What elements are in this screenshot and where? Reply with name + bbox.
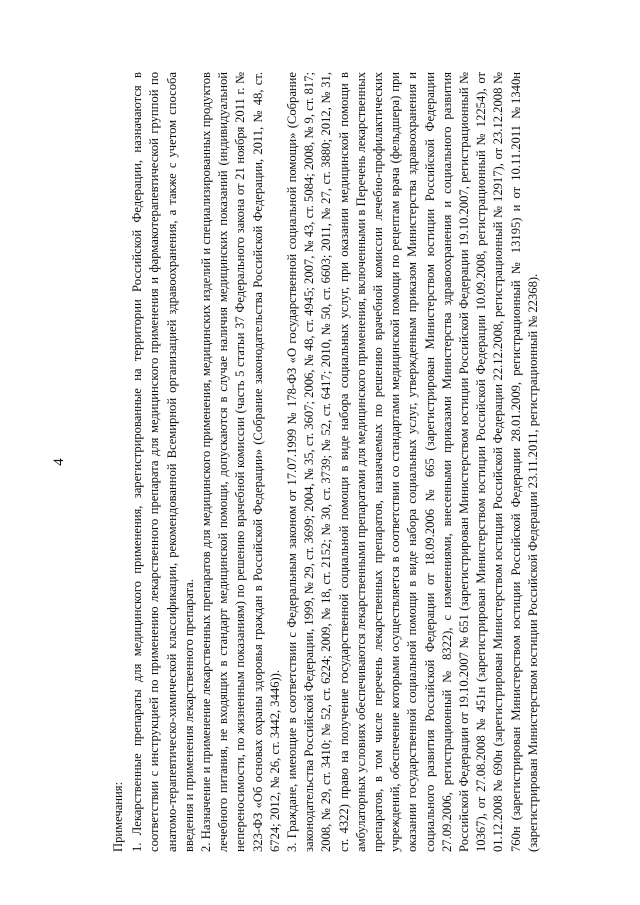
note-2: 2. Назначение и применение лекарственных препаратов для медицинского применения, медицинских изделий и специализированных продуктов лечебного питания, не входящих в стандарт медицинской помощи, допускаются в случае наличия медицинских показаний (индивидуальной непереносимости, по жизненным показаниям) по решению врачебной комиссии (часть 5 статьи 37 Федерального закона от 21 ноября 2011 г. № 323-ФЗ «Об основах охраны здоровья граждан в Российской Федерации» (Собрание законодательства Российской Федерации, 2011, № 48, ст. 6724; 2012, № 26, ст. 3442, 3446)). [199,72,282,852]
notes-section [110,72,542,852]
notes-title: Примечания: [111,781,125,852]
page-number: 4 [51,458,67,466]
note-1: 1. Лекарственные препараты для медицинского применения, зарегистрированные на территории Российской Федерации, назначаются в соответствии с инструкцией по применению лекарственного препарата для медицинского применения и фармакотерапевтической группой по анатомо-терапевтическо-химической классификации, рекомендованной Всемирной организацией здравоохранения, а также с учетом способа введения и применения лекарственного препарата. [130,72,196,852]
note-3: 3. Граждане, имеющие в соответствии с Федеральным законом от 17.07.1999 № 178-ФЗ «О государственной социальной помощи» (Собрание законодательства Российской Федерации, 1999, № 29, ст. 3699; 2004, № 35, ст. 3607; 2006, № 48, ст. 4945; 2007, № 43, ст. 5084; 2008, № 9, ст. 817; 2008, № 29, ст. 3410; № 52, ст. 6224; 2009, № 18, ст. 2152; № 30, ст. 3739; № 52, ст. 6417; 2010, № 50, ст. 6603; 2011, № 27, ст. 3880; 2012, № 31, ст. 4322) право на получение государственной социальной помощи в виде набора социальных услуг, при оказании медицинской помощи в амбулаторных условиях обеспечиваются лекарственными препаратами для медицинского применения, включенными в Перечень лекарственных препаратов, в том числе перечень лекарственных препаратов, назначаемых по решению врачебной комиссии лечебно-профилактических учреждений, обеспечение которыми осуществляется в соответствии со стандартами медицинской помощи по рецептам врача (фельдшера) при оказании государственной социальной помощи в виде набора социальных услуг, утвержденным приказом Министерства здравоохранения и социального развития Российской Федерации от 18.09.2006 № 665 (зарегистрирован Министерством юстиции Российской Федерации 27.09.2006, регистрационный № 8322), с изменениями, внесенными приказами Министерства здравоохранения и социального развития Российской Федерации от 19.10.2007 № 651 (зарегистрирован Министерством юстиции Российской Федерации 19.10.2007, регистрационный № 10367), от 27.08.2008 № 451н (зарегистрирован Министерством юстиции Российской Федерации 10.09.2008, регистрационный № 12254), от 01.12.2008 № 690н (зарегистрирован Министерством юстиции Российской Федерации 22.12.2008, регистрационный № 12917), от 23.12.2008 № 760н (зарегистрирован Министерством юстиции Российской Федерации 28.01.2009, регистрационный № 13195) и от 10.11.2011 №1340н (зарегистрирован Министерством юстиции Российской Федерации 23.11.2011, регистрационный № 22368). [285,72,540,852]
rotated-content [50,72,590,852]
